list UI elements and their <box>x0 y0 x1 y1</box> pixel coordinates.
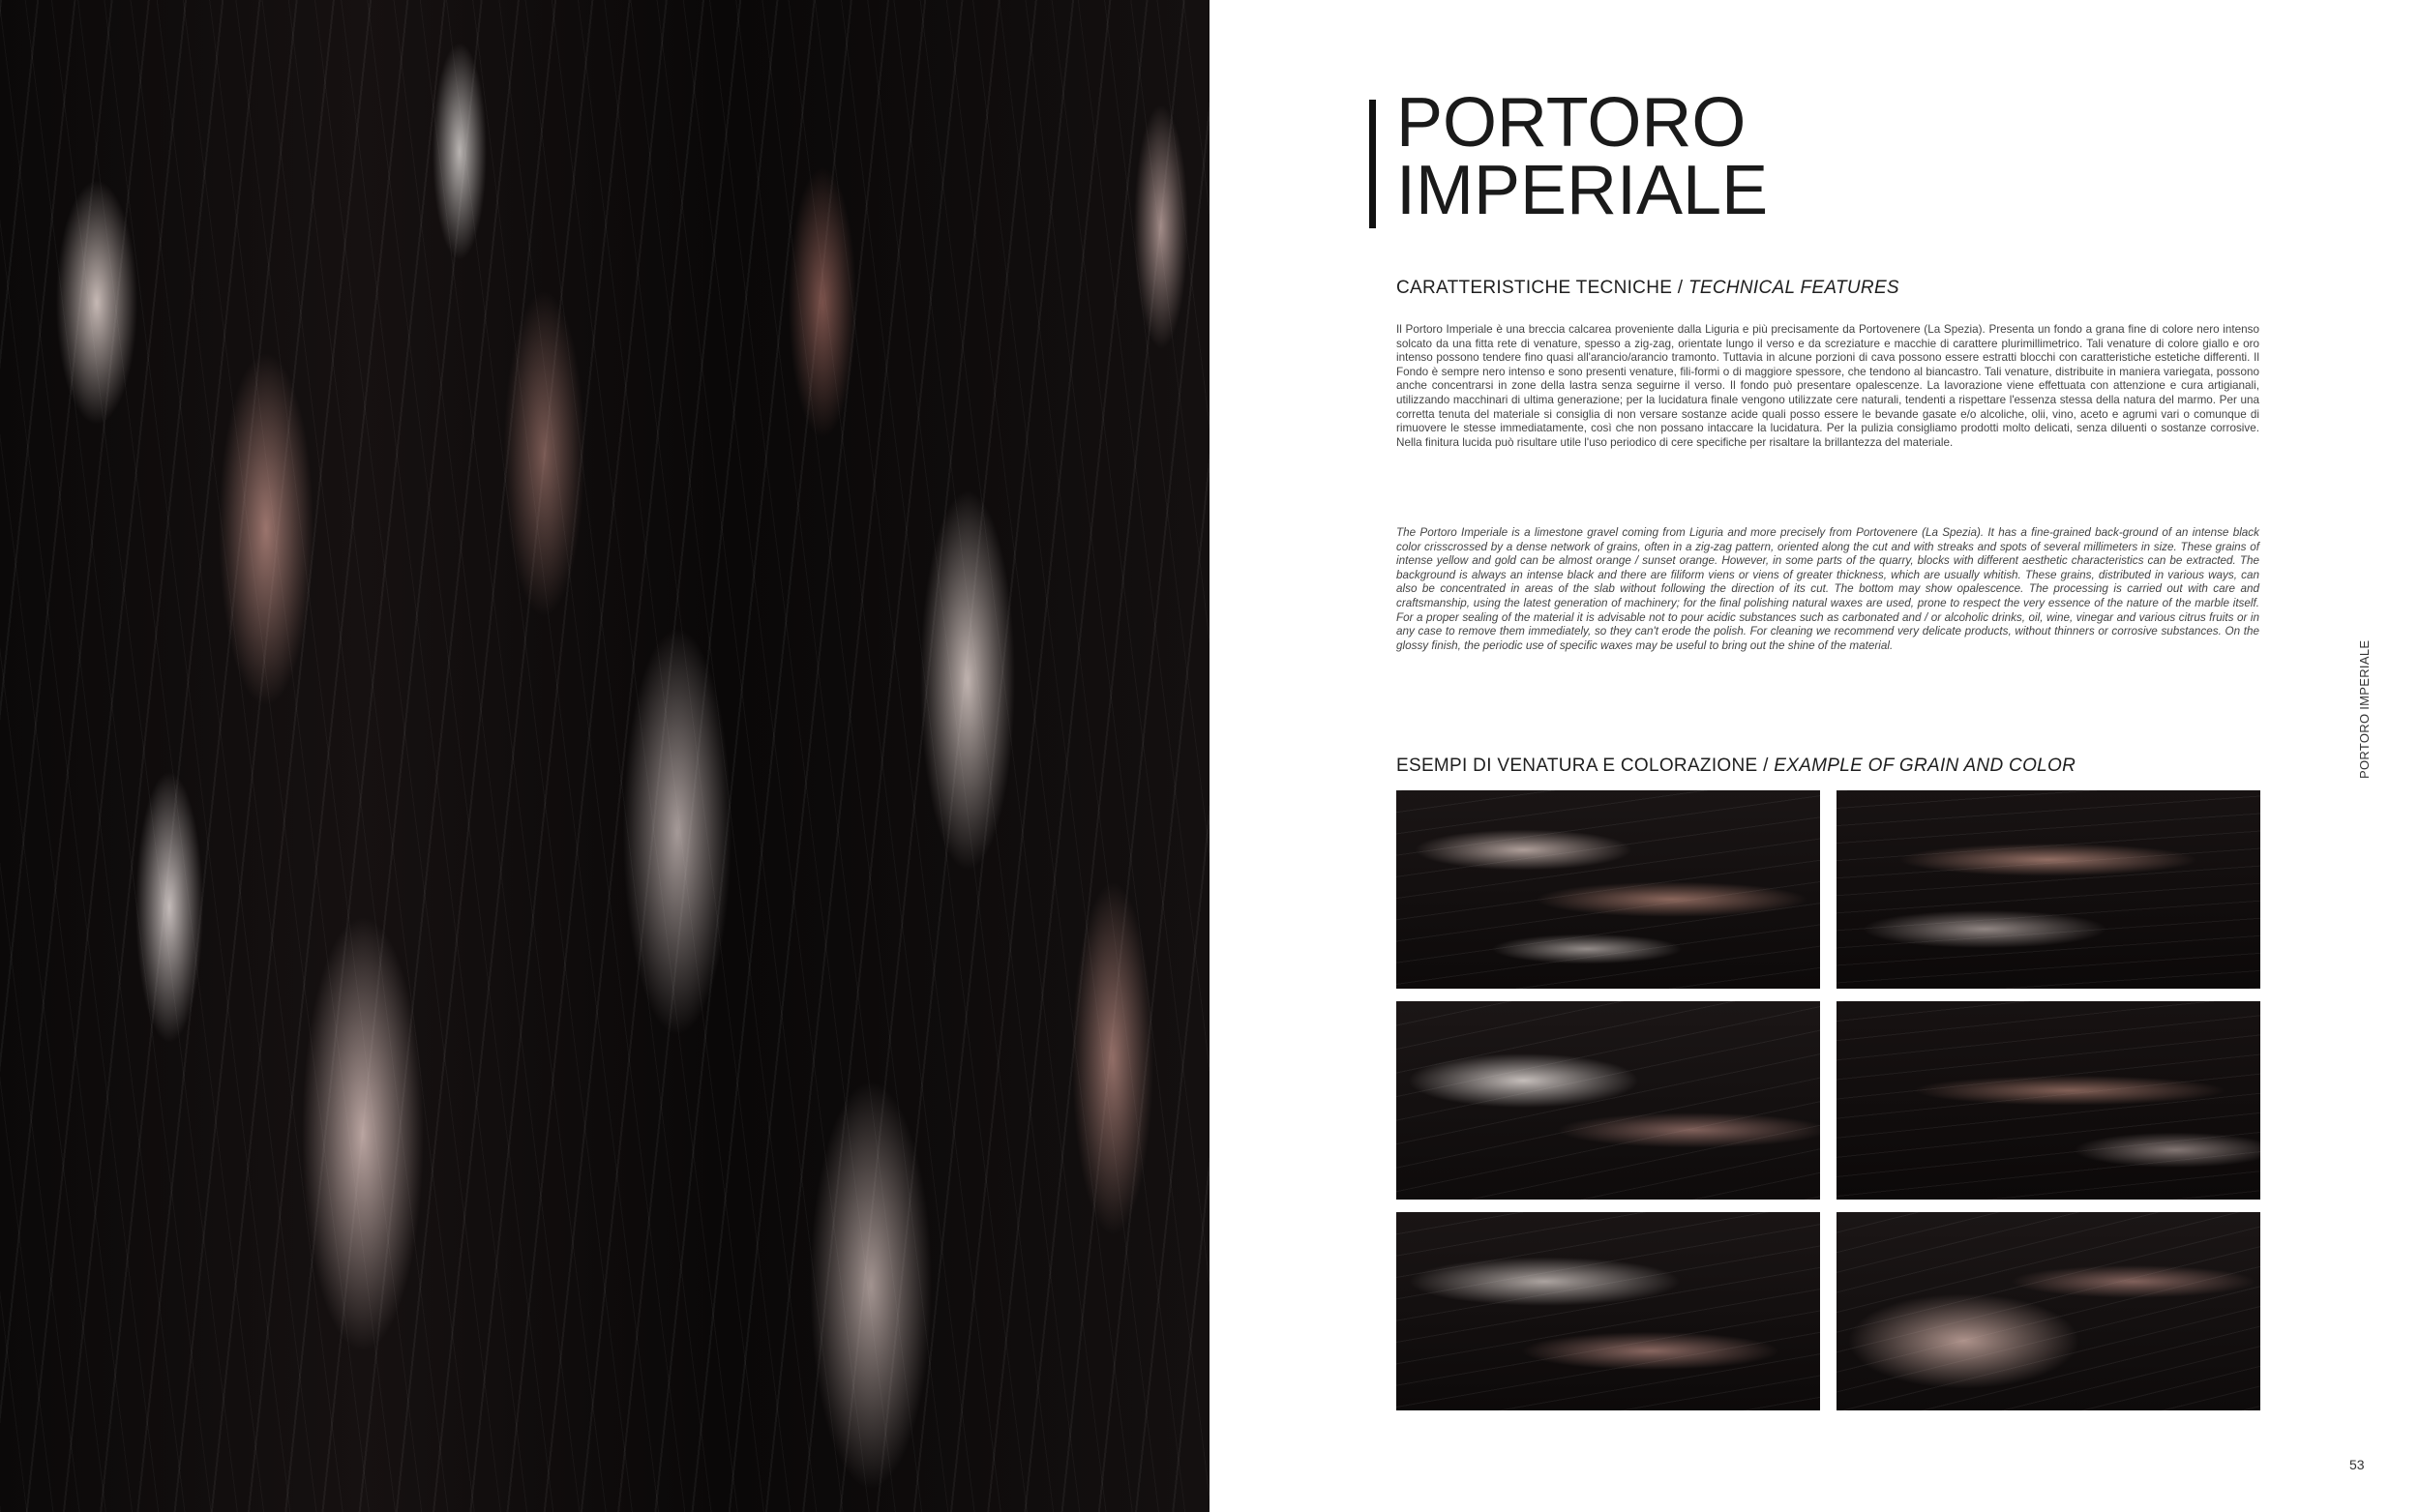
title-line-2: IMPERIALE <box>1396 152 1769 229</box>
grain-example-1 <box>1396 790 1820 989</box>
technical-text-italian: Il Portoro Imperiale è una breccia calcarea proveniente dalla Liguria e più precisamente da Portovenere (La Spezia). Presenta un fondo a grana fine di colore nero intenso solcato da una fitta rete di venature, spesso a zig-zag, orientate lungo il verso e da screziature e macchie di carattere plurimillimetrico. Tali venature di colore giallo e oro intenso possono tendere fino quasi all'arancio/arancio tramonto. Tuttavia in alcune porzioni di cava possono essere estratti blocchi con caratteristiche estetiche differenti. Il Fondo è sempre nero intenso e sono presenti venature, fili-formi o di maggiore spessore, che tendono al biancastro. Tali venature, distribuite in maniera variegata, possono anche concentrarsi in zone della lastra senza seguirne il verso. Il fondo può presentare opalescenze. La lavorazione viene effettuata con attenzione e cura artigianali, utilizzando macchinari di ultima generazione; per la lucidatura finale vengono utilizzate cere naturali, tendenti a rispettare l'essenza stessa della natura del marmo. Per una corretta tenuta del materiale si consiglia di non versare sostanze acide quali posso essere le bevande gasate e/o alcoliche, olii, vino, aceto e agrumi vari o comunque di rimuovere le stesse immediatamente, così che non possano intaccare la lucidatura. Per la pulizia consigliamo prodotti molto delicati, senza diluenti o sostanze corrosive. Nella finitura lucida può risultare utile l'uso periodico di cere specifiche per risaltare la brillantezza del materiale. <box>1396 323 2259 449</box>
technical-features-heading <box>1396 278 1899 299</box>
examples-heading-en: EXAMPLE OF GRAIN AND COLOR <box>1774 756 2076 776</box>
title-line-1: PORTORO <box>1396 84 1747 162</box>
technical-heading-it: CARATTERISTICHE TECNICHE / <box>1396 278 1684 298</box>
grain-example-6 <box>1837 1212 2260 1410</box>
side-running-title: PORTORO IMPERIALE <box>2357 639 2372 779</box>
examples-heading-it: ESEMPI DI VENATURA E COLORAZIONE / <box>1396 756 1769 776</box>
technical-heading-en: TECHNICAL FEATURES <box>1687 278 1899 298</box>
page-title <box>1396 84 1769 229</box>
examples-heading <box>1396 756 2076 777</box>
grain-example-4 <box>1837 1001 2260 1200</box>
grain-example-5 <box>1396 1212 1820 1410</box>
grain-example-3 <box>1396 1001 1820 1200</box>
technical-text-english: The Portoro Imperiale is a limestone gravel coming from Liguria and more precisely from Portovenere (La Spezia). It has a fine-grained back-ground of an intense black color crisscrossed by a dense network of grains, often in a zig-zag pattern, oriented along the cut and with streaks and spots of several millimeters in size. These grains of intense yellow and gold can be almost orange / sunset orange. However, in some parts of the quarry, blocks with different aesthetic characteristics can be extracted. The background is always an intense black and there are filiform viens or viens of greater thickness, which are usually whitish. These grains, distributed in various ways, can also be concentrated in areas of the slab without following the direction of its cut. The bottom may show opalescence. The processing is carried out with care and craftsmanship, using the latest generation of machinery; for the final polishing natural waxes are used, prone to respect the very essence of the nature of the marble itself. For a proper sealing of the material it is advisable not to pour acidic substances such as carbonated and / or alcoholic drinks, oil, wine, vinegar and various citrus fruits or in any case to remove them immediately, so they can't erode the polish. For cleaning we recommend very delicate products, without thinners or corrosive substances. On the glossy finish, the periodic use of specific waxes may be useful to bring out the shine of the material. <box>1396 526 2259 652</box>
grain-color-gallery <box>1396 790 2260 1411</box>
grain-example-2 <box>1837 790 2260 989</box>
page-number: 53 <box>2349 1457 2365 1472</box>
title-accent-bar <box>1369 100 1376 228</box>
